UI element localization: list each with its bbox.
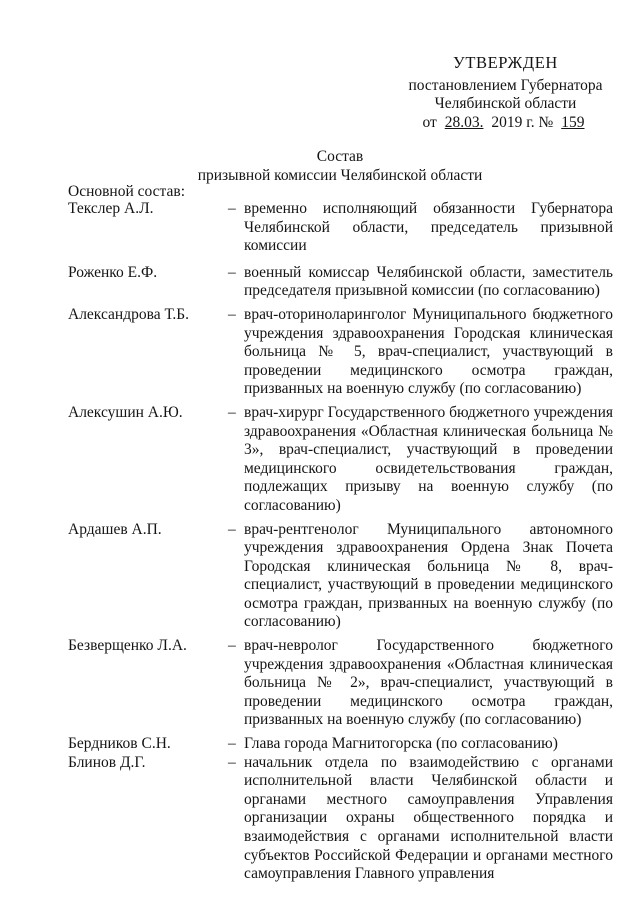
approval-heading: УТВЕРЖДЕН — [453, 53, 558, 72]
member-dash: – — [228, 263, 236, 281]
member-description: врач-невролог Государственного бюджетного учреждения здравоохранения «Областная клиническая больница № 2», врач-специалист, участвующий в проведении медицинского осмотра граждан, призванных на военную службу (по согласованию) — [244, 637, 613, 729]
approval-line-2: Челябинской области — [434, 95, 577, 113]
member-row — [68, 754, 613, 884]
approval-date-line — [388, 114, 623, 133]
member-name: Роженко Е.Ф. — [68, 263, 158, 281]
member-row — [68, 200, 613, 256]
member-dash: – — [228, 403, 236, 421]
members-list — [68, 200, 613, 884]
section-label: Основной состав: — [68, 183, 186, 200]
member-dash: – — [228, 753, 236, 771]
approval-line-1: постановлением Губернатора — [408, 76, 603, 94]
approval-year: 2019 г. № — [491, 113, 554, 131]
title-line-1: Состав — [316, 148, 364, 165]
member-name: Безверщенко Л.А. — [68, 637, 187, 655]
member-name: Ардашев А.П. — [68, 520, 162, 538]
member-row — [68, 264, 613, 301]
member-dash: – — [228, 735, 236, 753]
member-description: военный комиссар Челябинской области, заместитель председателя призывной комиссии (по согласованию) — [244, 263, 613, 300]
member-description: Глава города Магнитогорска (по согласованию) — [244, 735, 558, 753]
member-name: Александрова Т.Б. — [68, 305, 190, 323]
member-name: Блинов Д.Г. — [68, 753, 146, 771]
member-row — [68, 306, 613, 399]
member-dash: – — [228, 200, 236, 217]
member-name: Бердников С.Н. — [68, 735, 171, 753]
approval-stamp — [388, 54, 623, 132]
member-row — [68, 735, 613, 754]
member-name: Текслер А.Л. — [68, 200, 154, 217]
approval-number: 159 — [561, 113, 585, 131]
member-description: начальник отдела по взаимодействию с органами исполнительной власти Челябинской области и органами местного самоуправления Управления организации охраны общественного порядка и взаимодействия с органами исполнительной власти субъектов Российской Федерации и органами местного самоуправления Главного управления — [244, 753, 613, 883]
document-title — [150, 148, 530, 185]
member-name: Алексушин А.Ю. — [68, 403, 183, 421]
member-dash: – — [228, 520, 236, 538]
title-line-2: призывной комиссии Челябинской области — [197, 166, 483, 184]
member-row — [68, 404, 613, 516]
member-description: врач-хирург Государственного бюджетного учреждения здравоохранения «Областная клиническая больница № 3», врач-специалист, участвующий в проведении медицинского освидетельствования граждан, подлежащих призыву на военную службу (по согласованию) — [244, 403, 613, 514]
member-row — [68, 637, 613, 730]
member-dash: – — [228, 637, 236, 655]
member-description: врач-оториноларинголог Муниципального бюджетного учреждения здравоохранения Городская клиническая больница № 5, врач-специалист, участвующий в проведении медицинского осмотра граждан, призванных на военную службу (по согласованию) — [244, 305, 613, 398]
member-description: временно исполняющий обязанности Губернатора Челябинской области, председатель призывной комиссии — [244, 200, 613, 255]
member-description: врач-рентгенолог Муниципального автономного учреждения здравоохранения Ордена Знак Почета Городская клиническая больница № 8, врач-специалист, участвующий в проведении медицинского осмотра граждан, призванных на военную службу (по согласованию) — [244, 520, 613, 631]
approval-prefix: от — [422, 113, 437, 131]
member-row — [68, 521, 613, 633]
approval-date: 28.03. — [444, 113, 484, 131]
member-dash: – — [228, 305, 236, 323]
